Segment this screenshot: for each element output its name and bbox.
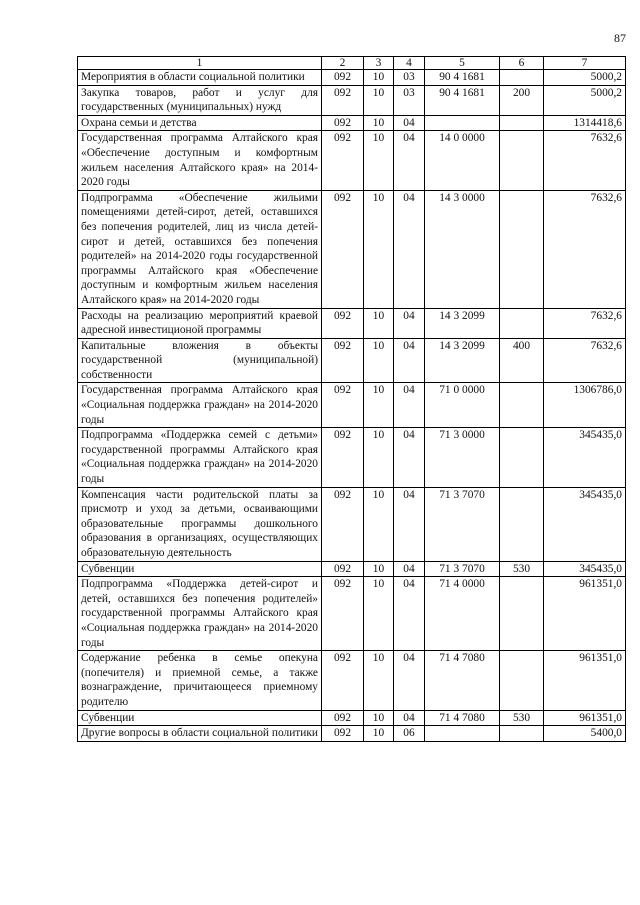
cell-section-code: 10: [364, 561, 394, 577]
cell-section-code: 10: [364, 131, 394, 190]
cell-ministry-code: 092: [322, 383, 364, 428]
cell-subsection-code: 04: [394, 308, 425, 338]
cell-section-code: 10: [364, 577, 394, 651]
cell-amount: 7632,6: [544, 338, 626, 383]
table-row: [78, 308, 626, 338]
cell-subsection-code: 04: [394, 131, 425, 190]
cell-ministry-code: 092: [322, 131, 364, 190]
cell-subsection-code: 04: [394, 115, 425, 131]
cell-expense-type-code: [500, 115, 544, 131]
row-description: Содержание ребенка в семье опекуна (попечителя) и приемной семье, а также вознаграждение, причитающееся приемному родителю: [78, 651, 322, 710]
table-header-row: [78, 57, 626, 70]
cell-target-item-code: 14 3 0000: [425, 190, 500, 308]
row-description: Государственная программа Алтайского края «Обеспечение доступным и комфортным жильем населения Алтайского края» на 2014-2020 годы: [78, 131, 322, 190]
table-row: [78, 651, 626, 710]
cell-amount: 961351,0: [544, 651, 626, 710]
column-header: 7: [544, 57, 626, 70]
cell-section-code: 10: [364, 487, 394, 561]
cell-amount: 345435,0: [544, 428, 626, 487]
cell-amount: 1314418,6: [544, 115, 626, 131]
column-header: 3: [364, 57, 394, 70]
row-description: Субвенции: [78, 710, 322, 726]
cell-section-code: 10: [364, 85, 394, 115]
cell-target-item-code: 90 4 1681: [425, 70, 500, 86]
cell-subsection-code: 04: [394, 651, 425, 710]
table-row: [78, 428, 626, 487]
cell-section-code: 10: [364, 383, 394, 428]
row-description: Подпрограмма «Поддержка семей с детьми» государственной программы Алтайского края «Социальная поддержка граждан» на 2014-2020 годы: [78, 428, 322, 487]
table-row: [78, 561, 626, 577]
cell-expense-type-code: [500, 190, 544, 308]
column-header: 4: [394, 57, 425, 70]
cell-amount: 1306786,0: [544, 383, 626, 428]
row-description: Охрана семьи и детства: [78, 115, 322, 131]
cell-ministry-code: 092: [322, 338, 364, 383]
cell-ministry-code: 092: [322, 710, 364, 726]
row-description: Закупка товаров, работ и услуг для государственных (муниципальных) нужд: [78, 85, 322, 115]
cell-ministry-code: 092: [322, 428, 364, 487]
cell-expense-type-code: [500, 131, 544, 190]
cell-subsection-code: 04: [394, 710, 425, 726]
cell-subsection-code: 04: [394, 338, 425, 383]
table-row: [78, 85, 626, 115]
table-row: [78, 710, 626, 726]
cell-target-item-code: 90 4 1681: [425, 85, 500, 115]
row-description: Подпрограмма «Обеспечение жильими помещениями детей-сирот, детей, оставшихся без попечения родителей, лиц из числа детей-сирот и детей, оставшихся без попечения родителей» на 2014-2020 годы государственной программы Алтайского края «Обеспечение доступным и комфортным жильем населения Алтайского края» на 2014-2020 годы: [78, 190, 322, 308]
row-description: Расходы на реализацию мероприятий краевой адресной инвестиционой программы: [78, 308, 322, 338]
cell-expense-type-code: 530: [500, 710, 544, 726]
cell-ministry-code: 092: [322, 85, 364, 115]
table-row: [78, 70, 626, 86]
cell-expense-type-code: [500, 383, 544, 428]
cell-target-item-code: 71 3 7070: [425, 487, 500, 561]
cell-amount: 961351,0: [544, 577, 626, 651]
cell-ministry-code: 092: [322, 726, 364, 742]
cell-amount: 5000,2: [544, 85, 626, 115]
cell-amount: 7632,6: [544, 190, 626, 308]
cell-section-code: 10: [364, 710, 394, 726]
table-row: [78, 338, 626, 383]
cell-subsection-code: 06: [394, 726, 425, 742]
cell-target-item-code: 71 0 0000: [425, 383, 500, 428]
cell-target-item-code: 14 3 2099: [425, 338, 500, 383]
cell-section-code: 10: [364, 115, 394, 131]
row-description: Капитальные вложения в объекты государственной (муниципальной) собственности: [78, 338, 322, 383]
column-header: 2: [322, 57, 364, 70]
cell-section-code: 10: [364, 651, 394, 710]
cell-section-code: 10: [364, 726, 394, 742]
cell-expense-type-code: [500, 577, 544, 651]
cell-ministry-code: 092: [322, 487, 364, 561]
cell-target-item-code: 71 4 7080: [425, 651, 500, 710]
table-row: [78, 577, 626, 651]
cell-section-code: 10: [364, 70, 394, 86]
table-row: [78, 383, 626, 428]
row-description: Мероприятия в области социальной политики: [78, 70, 322, 86]
table-row: [78, 726, 626, 742]
column-header: 5: [425, 57, 500, 70]
row-description: Подпрограмма «Поддержка детей-сирот и детей, оставшихся без попечения родителей» государственной программы Алтайского края «Социальная поддержка граждан» на 2014-2020 годы: [78, 577, 322, 651]
column-header: 1: [78, 57, 322, 70]
cell-ministry-code: 092: [322, 651, 364, 710]
table-row: [78, 190, 626, 308]
column-header: 6: [500, 57, 544, 70]
cell-target-item-code: 14 0 0000: [425, 131, 500, 190]
cell-subsection-code: 03: [394, 85, 425, 115]
cell-expense-type-code: 530: [500, 561, 544, 577]
cell-ministry-code: 092: [322, 115, 364, 131]
cell-expense-type-code: [500, 487, 544, 561]
table-row: [78, 131, 626, 190]
table-row: [78, 487, 626, 561]
cell-expense-type-code: 400: [500, 338, 544, 383]
row-description: Другие вопросы в области социальной политики: [78, 726, 322, 742]
cell-expense-type-code: 200: [500, 85, 544, 115]
cell-ministry-code: 092: [322, 70, 364, 86]
cell-amount: 5400,0: [544, 726, 626, 742]
budget-table: [77, 56, 626, 742]
cell-target-item-code: [425, 115, 500, 131]
cell-ministry-code: 092: [322, 577, 364, 651]
cell-amount: 7632,6: [544, 308, 626, 338]
cell-expense-type-code: [500, 651, 544, 710]
cell-target-item-code: 71 4 0000: [425, 577, 500, 651]
page-number: 87: [614, 31, 626, 45]
cell-section-code: 10: [364, 338, 394, 383]
cell-expense-type-code: [500, 308, 544, 338]
cell-expense-type-code: [500, 726, 544, 742]
row-description: Государственная программа Алтайского края «Социальная поддержка граждан» на 2014-2020 годы: [78, 383, 322, 428]
cell-target-item-code: 14 3 2099: [425, 308, 500, 338]
cell-amount: 5000,2: [544, 70, 626, 86]
cell-section-code: 10: [364, 428, 394, 487]
row-description: Компенсация части родительской платы за присмотр и уход за детьми, осваивающими образовательные программы дошкольного образования в организациях, осуществляющих образовательную деятельность: [78, 487, 322, 561]
cell-subsection-code: 03: [394, 70, 425, 86]
cell-amount: 7632,6: [544, 131, 626, 190]
cell-target-item-code: 71 3 7070: [425, 561, 500, 577]
cell-expense-type-code: [500, 428, 544, 487]
cell-subsection-code: 04: [394, 577, 425, 651]
cell-target-item-code: [425, 726, 500, 742]
cell-expense-type-code: [500, 70, 544, 86]
cell-amount: 345435,0: [544, 487, 626, 561]
cell-section-code: 10: [364, 308, 394, 338]
cell-ministry-code: 092: [322, 308, 364, 338]
cell-ministry-code: 092: [322, 190, 364, 308]
cell-target-item-code: 71 4 7080: [425, 710, 500, 726]
cell-subsection-code: 04: [394, 190, 425, 308]
cell-amount: 961351,0: [544, 710, 626, 726]
cell-target-item-code: 71 3 0000: [425, 428, 500, 487]
cell-amount: 345435,0: [544, 561, 626, 577]
cell-subsection-code: 04: [394, 428, 425, 487]
cell-subsection-code: 04: [394, 561, 425, 577]
cell-subsection-code: 04: [394, 383, 425, 428]
cell-ministry-code: 092: [322, 561, 364, 577]
table-row: [78, 115, 626, 131]
row-description: Субвенции: [78, 561, 322, 577]
cell-section-code: 10: [364, 190, 394, 308]
cell-subsection-code: 04: [394, 487, 425, 561]
